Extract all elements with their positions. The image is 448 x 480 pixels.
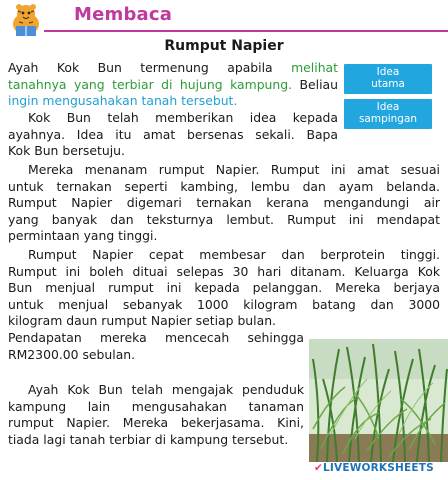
article-title: Rumput Napier xyxy=(164,38,284,54)
main-idea-label: Idea utama xyxy=(344,64,432,94)
page-header xyxy=(0,0,448,36)
checkmark-icon: ✔ xyxy=(314,462,323,474)
paragraph-4: Rumput Napier cepat membesar dan berprotein tinggi. Rumput ini boleh dituai selepas 30 hari ditanam. Keluarga Kok Bun menjual rumput ini kepada pelanggan. Mereka berjaya untuk menjual sebanyak 1000 kilogram batang dan 3000 kilogram daun rumput Napier setiap bulan. Pendapatan mereka mencecah sehingga RM2300.00 sebulan. xyxy=(8,247,440,362)
tiger-reading-icon xyxy=(6,2,46,38)
paragraph-1: Ayah Kok Bun termenung apabila melihat tanahnya yang terbiar di hujung kampung. Beliau ingin mengusahakan tanah tersebut. xyxy=(8,60,338,109)
napier-grass-photo xyxy=(309,339,448,462)
side-idea-label: Idea sampingan xyxy=(344,99,432,129)
paragraph-2: Kok Bun telah memberikan idea kepada ayahnya. Idea itu amat bersenas sekali. Bapa Kok Bun bersetuju. xyxy=(8,110,338,159)
liveworksheets-watermark: ✔LIVEWORKSHEETS xyxy=(314,462,434,474)
header-divider xyxy=(44,30,448,32)
paragraph-3: Mereka menanam rumput Napier. Rumput ini amat sesuai untuk ternakan seperti kambing, lembu dan ayam belanda. Rumput Napier digemari ternakan kerana mengandungi air yang banyak dan teksturnya lembut. Rumput ini mendapat permintaan yang tinggi. xyxy=(8,162,440,244)
section-title: Membaca xyxy=(74,4,173,25)
paragraph-5: Ayah Kok Bun telah mengajak penduduk kampung lain mengusahakan tanaman rumput Napier. Mereka bekerjasama. Kini, tiada lagi tanah terbiar di kampung tersebut. xyxy=(8,382,304,447)
